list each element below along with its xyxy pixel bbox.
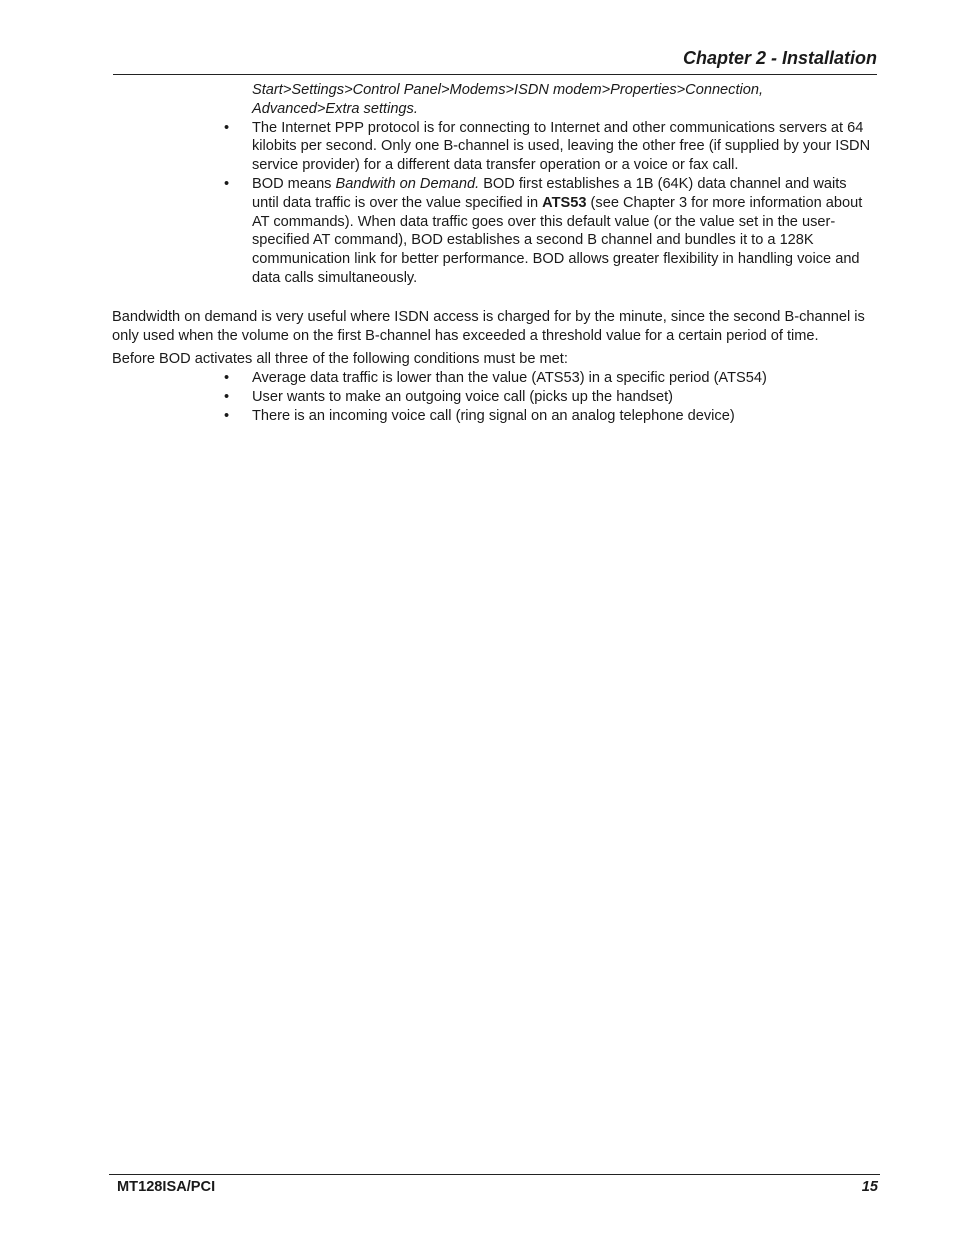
- page-number: 15: [861, 1179, 878, 1195]
- chapter-title: Chapter 2 - Installation: [682, 48, 877, 68]
- conditions-intro: Before BOD activates all three of the following conditions must be met:: [112, 351, 568, 368]
- bullet-icon: •: [224, 370, 230, 387]
- ppp-description: The Internet PPP protocol is for connecting to Internet and other communications servers at 64 kilobits per second. Only one B-channel is used, leaving the other free (if supplied by your ISDN service provider) for a different data transfer operation or a voice or fax call.: [252, 119, 871, 174]
- page-body: [112, 81, 872, 426]
- bod-emphasis: Bandwith on Demand.: [335, 175, 480, 192]
- bod-register: ATS53: [542, 194, 587, 211]
- protocol-bullet-list: [112, 119, 872, 288]
- settings-path: [252, 81, 872, 119]
- settings-path-line-1: Start>Settings>Control Panel>Modems>ISDN modem>Properties>Connection,: [252, 82, 764, 98]
- settings-path-line-2: Advanced>Extra settings.: [252, 100, 418, 117]
- header-divider: [113, 74, 877, 75]
- spacer: [112, 288, 872, 308]
- condition-text: There is an incoming voice call (ring signal on an analog telephone device): [252, 407, 735, 424]
- conditions-list: [112, 369, 872, 425]
- product-name: MT128ISA/PCI: [117, 1179, 216, 1195]
- condition-text: User wants to make an outgoing voice call (picks up the handset): [252, 388, 674, 405]
- list-item: [112, 388, 872, 407]
- list-item: [112, 369, 872, 388]
- bullet-icon: •: [224, 175, 230, 192]
- bullet-icon: •: [224, 119, 230, 136]
- bandwidth-paragraph: Bandwidth on demand is very useful where ISDN access is charged for by the minute, since the second B-channel is only used when the volume on the first B-channel has exceeded a threshold value for a certain period of time.: [112, 308, 865, 344]
- bullet-icon: •: [224, 388, 230, 405]
- bod-suffix: (see Chapter 3 for more information about AT commands). When data traffic goes over this default value (or the value set in the user-specified AT command), BOD establishes a second B channel and bundles it to a 128K communication link for better performance. BOD allows greater flexibility in handling voice and data calls simultaneously.: [252, 194, 863, 286]
- list-item-bod: [112, 175, 872, 288]
- bod-prefix: BOD means: [252, 175, 336, 192]
- list-item-ppp: [112, 119, 872, 175]
- condition-text: Average data traffic is lower than the value (ATS53) in a specific period (ATS54): [252, 370, 767, 387]
- bullet-icon: •: [224, 407, 230, 424]
- bod-middle: BOD first establishes a 1B (64K) data channel and waits until data traffic is over the value specified in: [252, 175, 847, 211]
- list-item: [112, 407, 872, 426]
- footer-divider: [109, 1174, 880, 1175]
